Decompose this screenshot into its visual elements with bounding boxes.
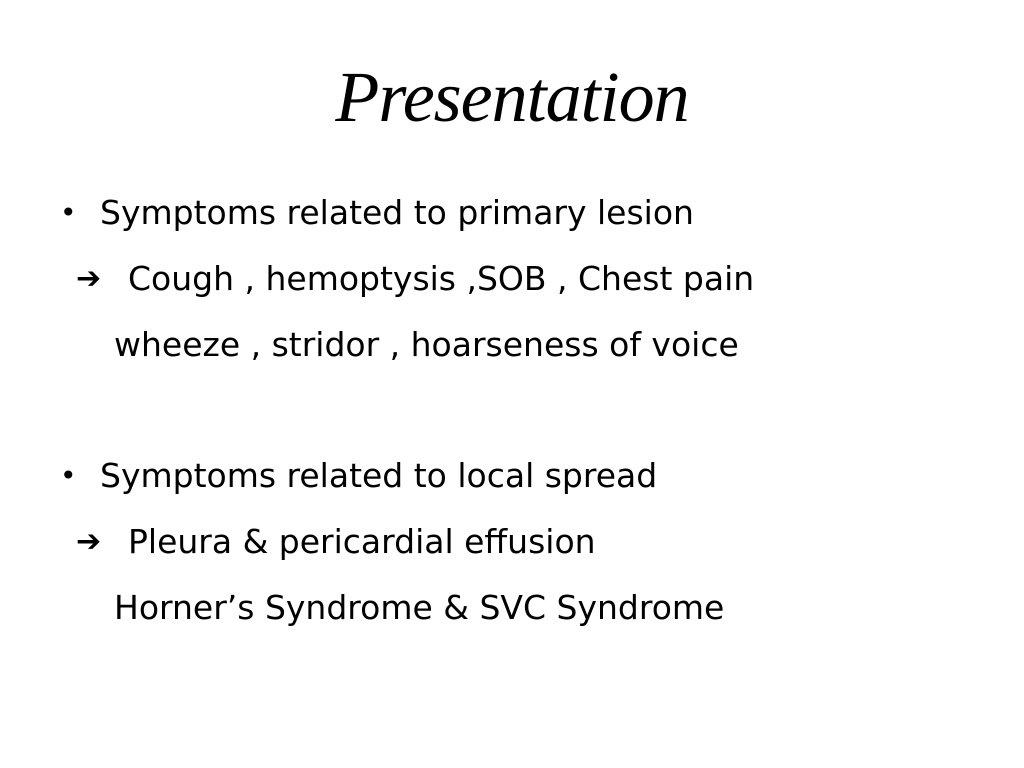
- bullet-dot-icon: •: [60, 459, 77, 492]
- right-arrow-icon: ➔: [76, 524, 102, 559]
- bullet-subline: Pleura & pericardial effusion: [128, 522, 596, 561]
- bullet-subline: Horner’s Syndrome & SVC Syndrome: [114, 588, 725, 627]
- bullet-heading: Symptoms related to primary lesion: [100, 193, 694, 232]
- bullet-heading: Symptoms related to local spread: [100, 456, 658, 495]
- bullet-subline: wheeze , stridor , hoarseness of voice: [114, 325, 739, 364]
- bullet-subline: Cough , hemoptysis ,SOB , Chest pain: [128, 259, 755, 298]
- slide-title: Presentation: [335, 57, 689, 137]
- bullet-dot-icon: •: [60, 196, 77, 229]
- right-arrow-icon: ➔: [76, 261, 102, 296]
